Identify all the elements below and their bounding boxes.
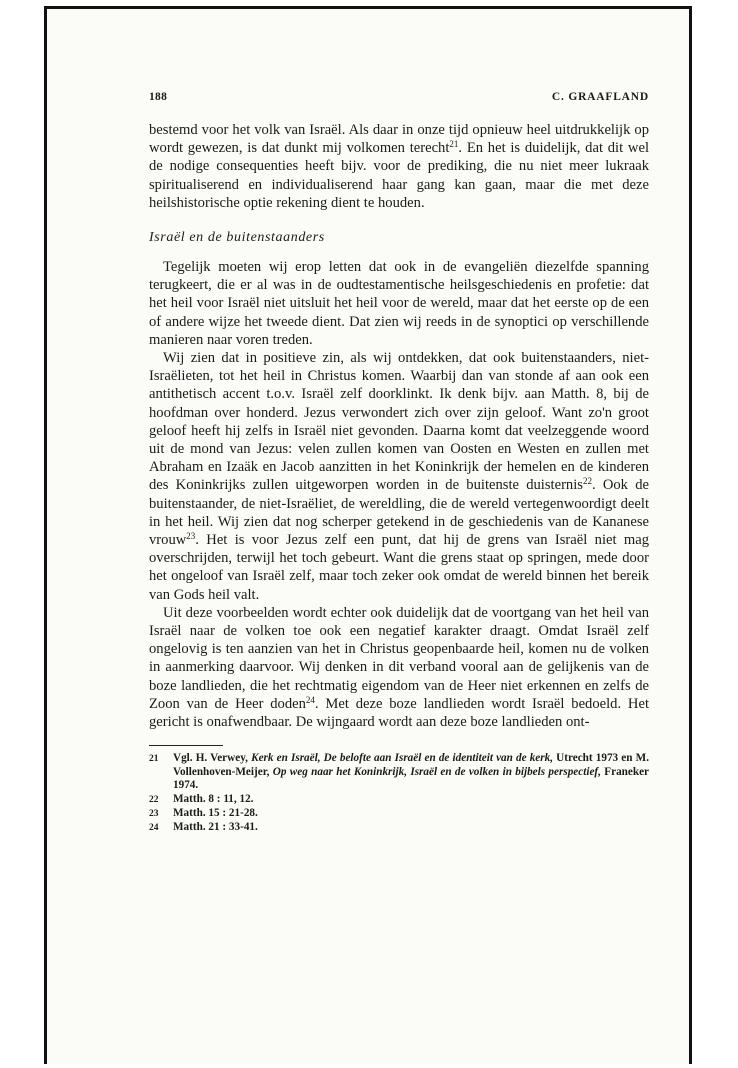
footnote-ref: 22 [582, 476, 592, 487]
footnote-text: Matth. 8 : 11, 12. [173, 792, 254, 805]
body-text [149, 121, 649, 731]
footnote [149, 807, 649, 821]
running-head-author: C. GRAAFLAND [551, 91, 649, 103]
footnotes [149, 752, 649, 835]
paragraph: bestemd voor het volk van Israël. Als daar in onze tijd opnieuw heel uitdrukkelijk op wordt gewezen, is dat dunkt mij volkomen terecht$^{21}$. En het is duidelijk, dat dit wel de nodige consequenties heeft bijv. voor de prediking, die nu niet meer lukraak spiritualiserend en individualiserend haar gang kan gaan, maar die met deze heilshistorische optie rekening dient te houden. [149, 122, 649, 211]
page-content [149, 91, 649, 836]
footnote [149, 752, 649, 792]
section-heading: Israël en de buitenstaanders [149, 230, 325, 246]
footnote-text: Matth. 21 : 33-41. [173, 821, 258, 834]
footnote-ref: 23 [186, 531, 196, 542]
footnote-divider [149, 745, 223, 746]
book-page [44, 6, 692, 1064]
footnote-ref: 24 [305, 694, 315, 705]
footnote-number: 23 [149, 808, 159, 819]
footnote-text: Vgl. H. Verwey, Kerk en Israël, De belofte aan Israël en de identiteit van de kerk, Utrecht 1973 en M. Vollenhoven-Meijer, Op weg naar het Koninkrijk, Israël en de volken in bijbels perspectief, Franeker 1974. [173, 752, 650, 792]
paragraph: Uit deze voorbeelden wordt echter ook duidelijk dat de voortgang van het heil van Israël naar de volken toe ook een negatief karakter draagt. Omdat Israël zelf ongelovig is ten aanzien van het in Christus geopenbaarde heil, komen nu de volken in aanmerking daarvoor. Wij denken in dit verband vooral aan de gelijkenis van de boze landlieden, die het rechtmatig eigendom van de Heer niet erkennen en zelfs de Zoon van de Heer doden$^{24}$. Met deze boze landlieden wordt Israël bedoeld. Het gericht is onafwendbaar. De wijngaard wordt aan deze boze landlieden ont- [149, 604, 650, 731]
footnote-text: Matth. 15 : 21-28. [173, 806, 258, 819]
footnote-number: 24 [149, 823, 159, 834]
footnote-number: 22 [149, 794, 159, 805]
footnote-number: 21 [149, 754, 159, 765]
paragraph: Tegelijk moeten wij erop letten dat ook in de evangeliën diezelfde spanning terugkeert, die er al was in de oudtestamentische heilsgeschiedenis en profetie: dat het heil voor Israël niet uitsluit het heil voor de wereld, maar dat het eerste op de een of andere wijze het tweede dient. Dat zien wij reeds in de synoptici op verschillende manieren naar voren treden. [149, 259, 649, 348]
footnote [149, 793, 649, 807]
paragraph: Wij zien dat in positieve zin, als wij ontdekken, dat ook buitenstaanders, niet-Israëlieten, tot het heil in Christus komen. Waarbij dan van stonde af aan ook een antithetisch accent t.o.v. Israël zelf doorklinkt. Ik denk bijv. aan Matth. 8, bij de hoofdman over honderd. Jezus verwondert zich over zijn geloof. Want zo'n groot geloof heeft hij zelfs in Israël niet gevonden. Daarna komt dat veelzeggende woord uit de mond van Jezus: velen zullen komen van Oosten en Westen en zullen met Abraham en Izaäk en Jacob aanzitten in het Koninkrijk der hemelen en de kinderen des Koninkrijks zullen uitgeworpen worden in de buitenste duisternis$^{22}$. Ook de buitenstaander, de niet-Israëliet, de wereldling, die de wereld vertegenwoordigt deelt in het heil. Wij zien dat nog scherper getekend in de geschiedenis van de Kananese vrouw$^{23}$. Het is voor Jezus zelf een punt, dat hij de grens van Israël niet mag overschrijden, terwijl het toch gebeurt. Want die grens staat op springen, mede door het ongeloof van Israël zelf, maar toch zeker ook omdat de wereld binnen het bereik van Gods heil valt. [149, 350, 649, 603]
footnote [149, 821, 649, 835]
page-number: 188 [149, 91, 168, 103]
footnote-ref: 21 [449, 139, 459, 150]
running-header [149, 91, 649, 103]
